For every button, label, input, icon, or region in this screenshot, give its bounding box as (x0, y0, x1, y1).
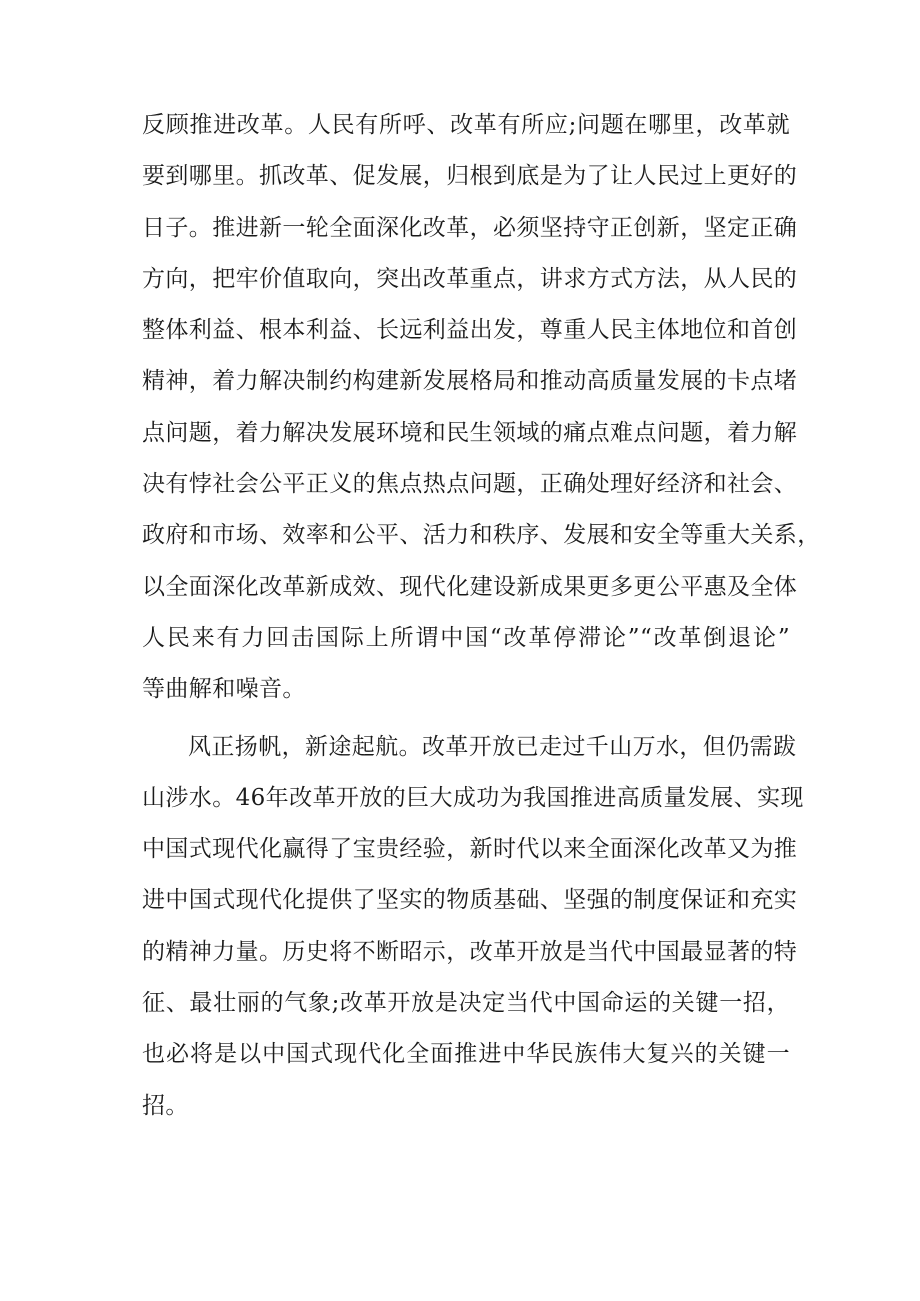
text-line: 以全面深化改革新成效、现代化建设新成果更多更公平惠及全体 (142, 573, 798, 600)
text-line: 方向，把牢价值取向，突出改革重点，讲求方式方法，从人民的 (142, 265, 798, 292)
text-line: 日子。推进新一轮全面深化改革，必须坚持守正创新，坚定正确 (142, 214, 798, 241)
text-line-last: 招。 (142, 1092, 189, 1119)
text-line: 的精神力量。历史将不断昭示，改革开放是当代中国最显著的特 (142, 938, 798, 965)
document-body (142, 100, 821, 1132)
text-line: 反顾推进改革。人民有所呼、改革有所应;问题在哪里，改革就 (142, 112, 790, 138)
text-line: 决有悖社会公平正义的焦点热点问题，正确处理好经济和社会、 (142, 471, 798, 498)
text-line: 人民来有力回击国际上所谓中国“改革停滞论”“改革倒退论” (142, 624, 790, 651)
text-line: 进中国式现代化提供了坚实的物质基础、坚强的制度保证和充实 (142, 887, 798, 914)
text-line: 整体利益、根本利益、长远利益出发，尊重人民主体地位和首创 (142, 317, 798, 344)
text-line: 也必将是以中国式现代化全面推进中华民族伟大复兴的关键一 (142, 1041, 790, 1068)
text-line: 点问题，着力解决发展环境和民生领域的痛点难点问题，着力解 (142, 419, 798, 446)
paragraph-1 (142, 100, 821, 716)
text-line: 中国式现代化赢得了宝贵经验，新时代以来全面深化改革又为推 (142, 836, 798, 863)
text-line: 精神，着力解决制约构建新发展格局和推动高质量发展的卡点堵 (142, 368, 798, 395)
text-line: 征、最壮丽的气象;改革开放是决定当代中国命运的关键一招， (142, 990, 790, 1017)
text-line: 山涉水。46年改革开放的巨大成功为我国推进高质量发展、实现 (142, 784, 804, 811)
text-line-last: 等曲解和噪音。 (142, 676, 306, 703)
text-line: 政府和市场、效率和公平、活力和秩序、发展和安全等重大关系， (142, 522, 821, 549)
text-line-first-indented: 风正扬帆，新途起航。改革开放已走过千山万水，但仍需跋 (188, 733, 797, 760)
paragraph-2 (142, 722, 804, 1132)
text-line: 要到哪里。抓改革、促发展，归根到底是为了让人民过上更好的 (142, 163, 798, 190)
